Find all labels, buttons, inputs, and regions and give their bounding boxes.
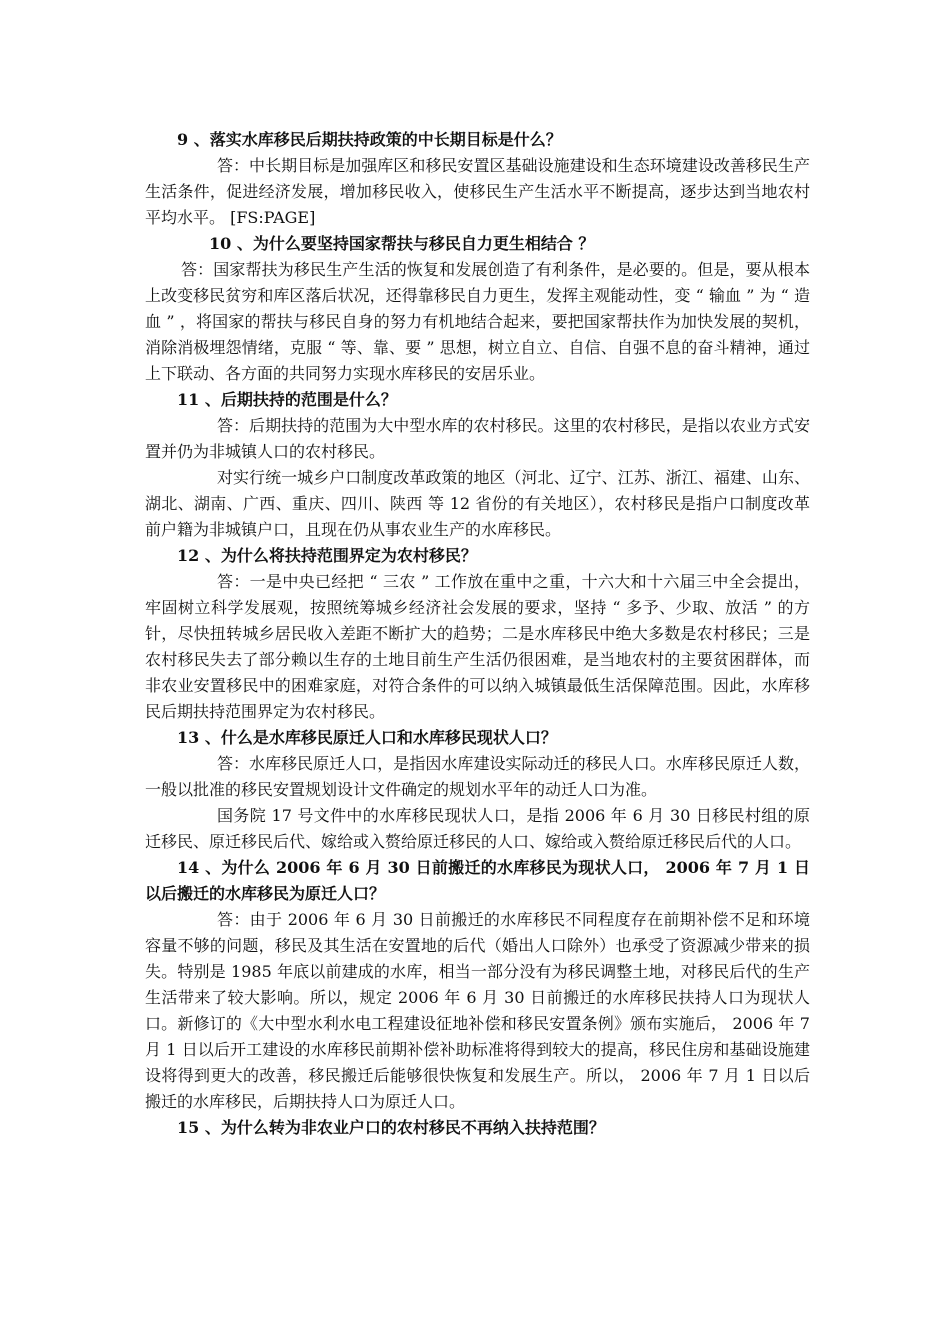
answer-12: 答：一是中央已经把 “ 三农 ” 工作放在重中之重，十六大和十六届三中全会提出，牢固树立科学发展观，按照统筹城乡经济社会发展的要求，坚持 “ 多予、少取、放活 ” 的方针，尽快扭转城乡居民收入差距不断扩大的趋势；二是水库移民中绝大多数是农村移民；三是农村移民失去了部分赖以生存的土地目前生产生活仍很困难，是当地农村的主要贫困群体，而非农业安置移民中的困难家庭，对符合条件的可以纳入城镇最低生活保障范围。因此，水库移民后期扶持范围界定为农村移民。 <box>145 572 810 721</box>
answer-13: 答：水库移民原迁人口，是指因水库建设实际动迁的移民人口。水库移民原迁人数，一般以批准的移民安置规划设计文件确定的规划水平年的动迁人口为准。 <box>145 754 810 799</box>
answer-14: 答：由于 2006 年 6 月 30 日前搬迁的水库移民不同程度存在前期补偿不足和环境容量不够的问题，移民及其生活在安置地的后代（婚出人口除外）也承受了资源减少带来的损失。特别是 1985 年底以前建成的水库，相当一部分没有为移民调整土地，对移民后代的生产生活带来了较大影响。所以，规定 2006 年 6 月 30 日前搬迁的水库移民扶持人口为现状人口。新修订的《大中型水利水电工程建设征地补偿和移民安置条例》颁布实施后， 2006 年 7 月 1 日以后开工建设的水库移民前期补偿补助标准将得到较大的提高，移民住房和基础设施建设将得到更大的改善，移民搬迁后能够很快恢复和发展生产。所以， 2006 年 7 月 1 日以后搬迁的水库移民，后期扶持人口为原迁人口。 <box>145 910 810 1111</box>
answer-11-paragraph-2: 对实行统一城乡户口制度改革政策的地区（河北、辽宁、江苏、浙江、福建、山东、湖北、湖南、广西、重庆、四川、陕西 等 12 省份的有关地区），农村移民是指户口制度改革前户籍为非城镇户口，且现在仍从事农业生产的水库移民。 <box>145 468 810 539</box>
question-15: 15 、为什么转为非农业户口的农村移民不再纳入扶持范围？ <box>177 1118 605 1137</box>
question-11: 11 、后期扶持的范围是什么？ <box>177 390 397 409</box>
answer-11: 答：后期扶持的范围为大中型水库的农村移民。这里的农村移民，是指以农业方式安置并仍为非城镇人口的农村移民。 <box>145 416 810 461</box>
question-14: 14 、为什么 2006 年 6 月 30 日前搬迁的水库移民为现状人口， 2006 年 7 月 1 日以后搬迁的水库移民为原迁人口？ <box>145 858 810 903</box>
question-12: 12 、为什么将扶持范围界定为农村移民？ <box>177 546 477 565</box>
question-13: 13 、什么是水库移民原迁人口和水库移民现状人口？ <box>177 728 557 747</box>
document-page <box>145 127 810 1141</box>
answer-10: 答：国家帮扶为移民生产生活的恢复和发展创造了有利条件，是必要的。但是，要从根本上改变移民贫穷和库区落后状况，还得靠移民自力更生，发挥主观能动性，变 “ 输血 ” 为 “ 造血 ” ，将国家的帮扶与移民自身的努力有机地结合起来，要把国家帮扶作为加快发展的契机，消除消极埋怨情绪，克服 “ 等、靠、要 ” 思想，树立自立、自信、自强不息的奋斗精神，通过上下联动、各方面的共同努力实现水库移民的安居乐业。 <box>145 260 810 383</box>
question-9: 9 、落实水库移民后期扶持政策的中长期目标是什么？ <box>177 130 562 149</box>
question-10: 10 、为什么要坚持国家帮扶与移民自力更生相结合 ？ <box>209 234 595 253</box>
answer-9: 答：中长期目标是加强库区和移民安置区基础设施建设和生态环境建设改善移民生产生活条件，促进经济发展，增加移民收入，使移民生产生活水平不断提高，逐步达到当地农村平均水平。 [FS:PAGE] <box>145 156 810 227</box>
answer-13-paragraph-2: 国务院 17 号文件中的水库移民现状人口，是指 2006 年 6 月 30 日移民村组的原迁移民、原迁移民后代、嫁给或入赘给原迁移民的人口、嫁给或入赘给原迁移民后代的人口。 <box>145 806 810 851</box>
